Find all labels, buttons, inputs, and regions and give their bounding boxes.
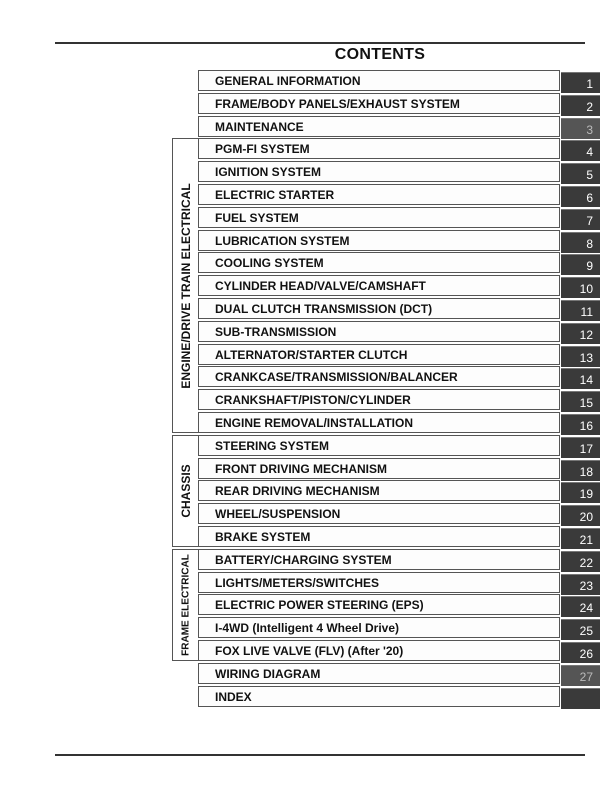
section-tab[interactable] bbox=[561, 254, 600, 275]
toc-entry-label: ELECTRIC STARTER bbox=[215, 188, 335, 202]
toc-entry-label: LUBRICATION SYSTEM bbox=[215, 233, 350, 248]
section-tab[interactable] bbox=[561, 163, 600, 184]
section-tab[interactable] bbox=[561, 619, 600, 640]
toc-entry-label: IGNITION SYSTEM bbox=[215, 165, 322, 180]
toc-entry[interactable] bbox=[198, 366, 560, 387]
group-label: ENGINE/DRIVE TRAIN ELECTRICAL bbox=[178, 183, 193, 389]
section-number: 14 bbox=[579, 373, 593, 388]
section-tab[interactable] bbox=[561, 95, 600, 116]
section-number: 26 bbox=[579, 647, 593, 661]
section-number: 27 bbox=[579, 669, 593, 684]
toc-entry-label: CRANKSHAFT/PISTON/CYLINDER bbox=[215, 393, 411, 408]
page-title: CONTENTS bbox=[334, 46, 426, 63]
toc-entry[interactable] bbox=[198, 480, 560, 501]
section-number: 16 bbox=[579, 419, 593, 433]
section-tab[interactable] bbox=[561, 209, 600, 230]
section-number: 17 bbox=[579, 441, 593, 456]
toc-entry-label: LIGHTS/METERS/SWITCHES bbox=[215, 575, 380, 590]
section-tab[interactable] bbox=[561, 574, 600, 595]
toc-entry[interactable] bbox=[198, 389, 560, 410]
section-tab[interactable] bbox=[561, 368, 600, 389]
toc-entry[interactable] bbox=[198, 161, 560, 182]
toc-entry[interactable] bbox=[198, 344, 560, 365]
section-number: 19 bbox=[579, 487, 593, 502]
toc-entry[interactable] bbox=[198, 93, 560, 114]
section-tab[interactable] bbox=[561, 391, 600, 412]
toc-entry[interactable] bbox=[198, 640, 560, 661]
section-number: 4 bbox=[586, 145, 593, 160]
section-tab[interactable] bbox=[561, 596, 600, 617]
section-tab[interactable] bbox=[561, 300, 600, 321]
toc-entry-label: GENERAL INFORMATION bbox=[215, 74, 361, 88]
group-bracket bbox=[172, 549, 198, 661]
toc-entry[interactable] bbox=[198, 184, 560, 205]
section-tab[interactable] bbox=[561, 232, 600, 253]
toc-entry-label: FOX LIVE VALVE (FLV) (After '20) bbox=[215, 644, 404, 658]
toc-entry-label: BATTERY/CHARGING SYSTEM bbox=[215, 552, 392, 567]
section-tab[interactable] bbox=[561, 346, 600, 367]
section-number: 13 bbox=[579, 350, 593, 365]
toc-entry[interactable] bbox=[198, 503, 560, 524]
toc-entry-label: PGM-FI SYSTEM bbox=[215, 142, 310, 157]
section-tab[interactable] bbox=[561, 186, 600, 207]
toc-entry[interactable] bbox=[198, 526, 560, 547]
group-label: FRAME ELECTRICAL bbox=[180, 554, 191, 656]
toc-entry[interactable] bbox=[198, 663, 560, 684]
section-tab[interactable] bbox=[561, 505, 600, 526]
section-tab[interactable] bbox=[561, 277, 600, 298]
section-tab[interactable] bbox=[561, 642, 600, 663]
toc-entry-label: REAR DRIVING MECHANISM bbox=[215, 484, 380, 499]
section-tab[interactable] bbox=[561, 551, 600, 572]
toc-entry[interactable] bbox=[198, 549, 560, 570]
section-tab[interactable] bbox=[561, 482, 600, 503]
group-bracket bbox=[172, 435, 198, 547]
section-tab bbox=[561, 688, 600, 709]
toc-entry-label: ELECTRIC POWER STEERING (EPS) bbox=[215, 598, 424, 613]
toc-entry-label: STEERING SYSTEM bbox=[215, 438, 330, 453]
toc-entry[interactable] bbox=[198, 686, 560, 707]
toc-entry[interactable] bbox=[198, 298, 560, 319]
section-number: 10 bbox=[579, 282, 593, 297]
toc-entry[interactable] bbox=[198, 70, 560, 91]
toc-entry-label: BRAKE SYSTEM bbox=[215, 530, 311, 544]
section-tab[interactable] bbox=[561, 414, 600, 435]
section-number: 9 bbox=[586, 259, 593, 274]
section-number: 5 bbox=[586, 168, 593, 183]
section-tab[interactable] bbox=[561, 140, 600, 161]
section-tab[interactable] bbox=[561, 437, 600, 458]
section-number: 8 bbox=[586, 236, 593, 251]
toc-entry[interactable] bbox=[198, 594, 560, 615]
toc-entry[interactable] bbox=[198, 275, 560, 296]
toc-entry[interactable] bbox=[198, 138, 560, 159]
toc-entry-label: I-4WD (Intelligent 4 Wheel Drive) bbox=[215, 621, 400, 636]
group-label: CHASSIS bbox=[178, 464, 193, 518]
section-number: 22 bbox=[579, 555, 593, 570]
toc-entry-label: FRAME/BODY PANELS/EXHAUST SYSTEM bbox=[215, 96, 460, 111]
group-bracket bbox=[172, 138, 198, 433]
toc-entry-label: ENGINE REMOVAL/INSTALLATION bbox=[215, 416, 413, 430]
toc-entry-label: FUEL SYSTEM bbox=[215, 210, 299, 225]
section-tab[interactable] bbox=[561, 665, 600, 686]
section-tab[interactable] bbox=[561, 118, 600, 139]
section-number: 3 bbox=[586, 122, 593, 137]
toc-entry[interactable] bbox=[198, 116, 560, 137]
section-number: 18 bbox=[579, 464, 593, 479]
section-number: 15 bbox=[579, 396, 593, 411]
toc-entry[interactable] bbox=[198, 617, 560, 638]
toc-entry[interactable] bbox=[198, 435, 560, 456]
section-number: 11 bbox=[580, 305, 593, 319]
toc-entry-label: FRONT DRIVING MECHANISM bbox=[215, 461, 387, 476]
toc-entry-label: DUAL CLUTCH TRANSMISSION (DCT) bbox=[215, 302, 433, 316]
section-tab[interactable] bbox=[561, 323, 600, 344]
section-number: 6 bbox=[586, 191, 593, 205]
toc-entry-label: ALTERNATOR/STARTER CLUTCH bbox=[215, 347, 408, 362]
toc-entry-label: WHEEL/SUSPENSION bbox=[215, 507, 341, 522]
section-number: 1 bbox=[586, 77, 593, 91]
section-number: 7 bbox=[586, 213, 593, 228]
section-number: 2 bbox=[586, 99, 593, 114]
section-number: 12 bbox=[579, 327, 593, 342]
toc-entry-label: INDEX bbox=[215, 689, 252, 704]
section-tab[interactable] bbox=[561, 72, 600, 93]
toc-entry[interactable] bbox=[198, 321, 560, 342]
toc-entry-label: CRANKCASE/TRANSMISSION/BALANCER bbox=[215, 370, 458, 385]
section-number: 21 bbox=[579, 533, 593, 547]
section-number: 25 bbox=[579, 624, 593, 639]
bottom-rule bbox=[55, 754, 585, 756]
toc-entry-label: COOLING SYSTEM bbox=[215, 256, 324, 271]
section-tab[interactable] bbox=[561, 528, 600, 549]
toc-entry[interactable] bbox=[198, 252, 560, 273]
section-number: 20 bbox=[579, 510, 593, 525]
toc-entry[interactable] bbox=[198, 230, 560, 251]
top-rule bbox=[55, 42, 585, 44]
toc-entry-label: MAINTENANCE bbox=[215, 119, 304, 134]
section-tab[interactable] bbox=[561, 460, 600, 481]
toc-entry[interactable] bbox=[198, 412, 560, 433]
toc-entry[interactable] bbox=[198, 207, 560, 228]
section-number: 24 bbox=[579, 601, 593, 616]
toc-entry[interactable] bbox=[198, 458, 560, 479]
toc-entry-label: CYLINDER HEAD/VALVE/CAMSHAFT bbox=[215, 279, 426, 294]
toc-entry-label: SUB-TRANSMISSION bbox=[215, 324, 337, 339]
toc-entry-label: WIRING DIAGRAM bbox=[215, 666, 321, 681]
section-number: 23 bbox=[579, 578, 593, 593]
toc-entry[interactable] bbox=[198, 572, 560, 593]
